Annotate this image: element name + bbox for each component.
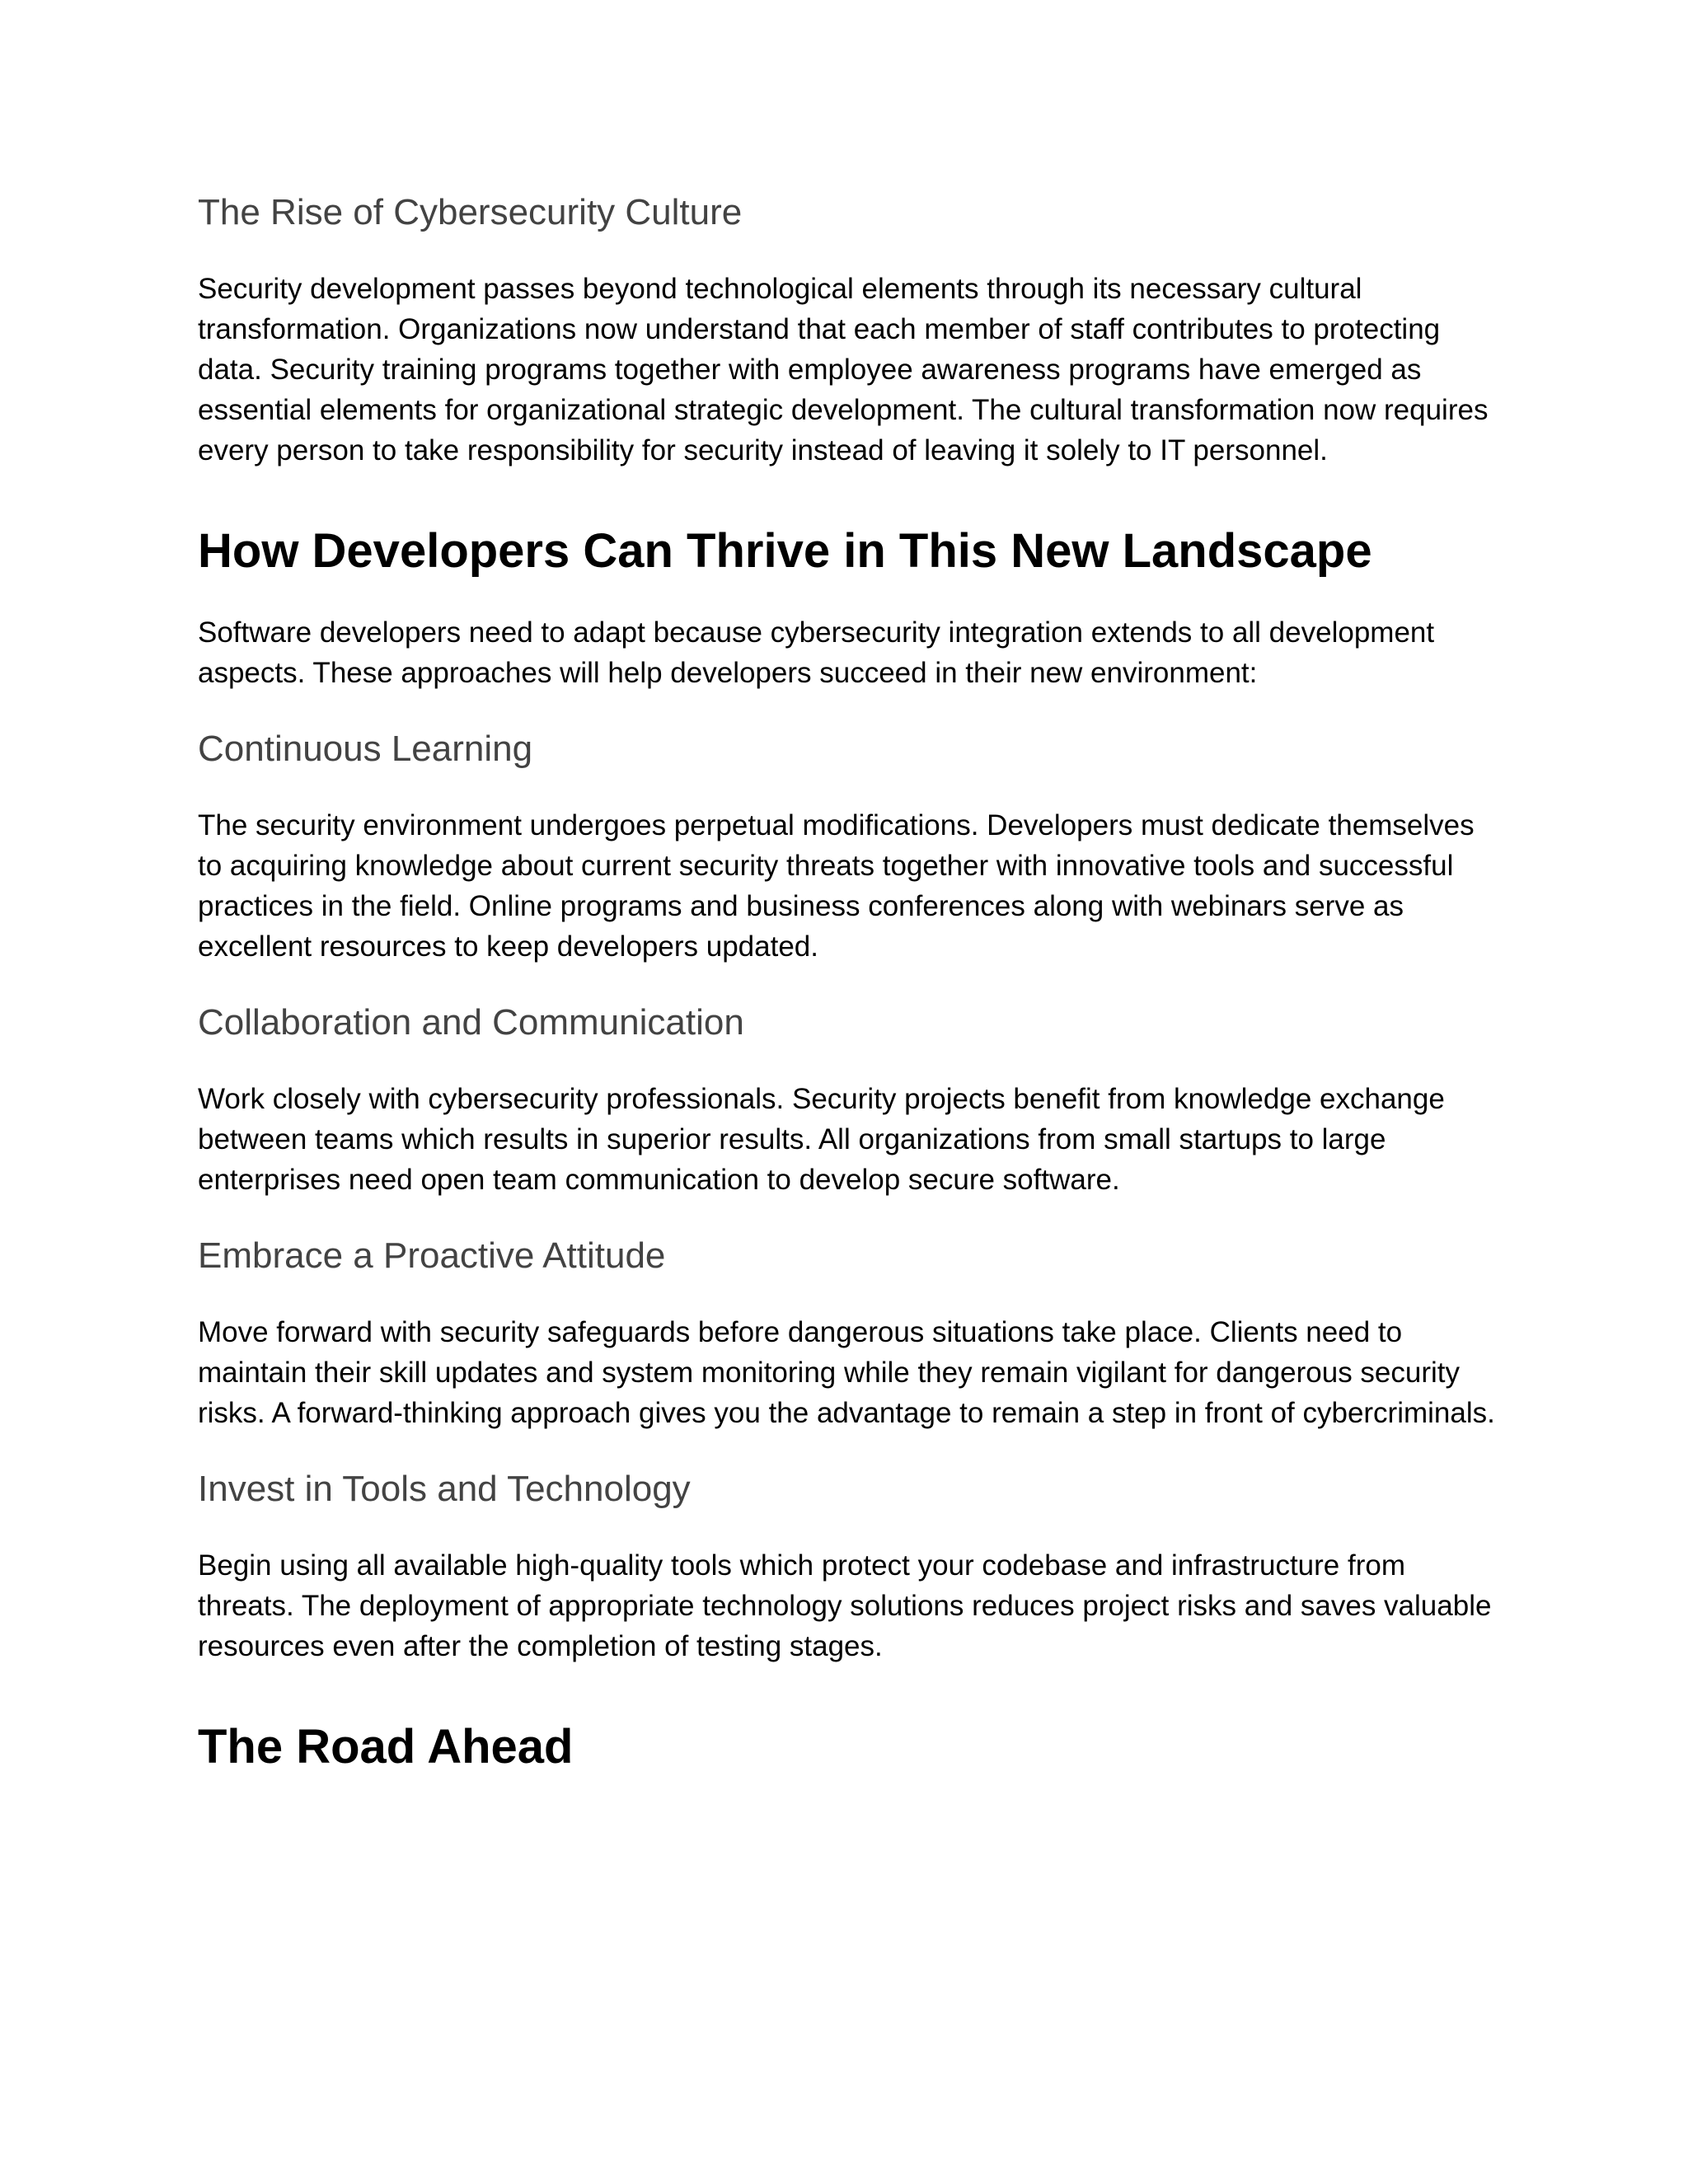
culture-heading: The Rise of Cybersecurity Culture [198,192,743,232]
tools-paragraph: Begin using all available high-quality tools which protect your codebase and infrastructure from threats. The deployment of appropriate technology solutions reduces project risks and saves valuable resources even after the completion of testing stages. [198,1549,1492,1662]
proactive-paragraph: Move forward with security safeguards before dangerous situations take place. Clients need to maintain their skill updates and system monitoring while they remain vigilant for dangerous security risks. A forward-thinking approach gives you the advantage to remain a step in front of cybercriminals. [198,1316,1495,1429]
learning-heading: Continuous Learning [198,729,533,769]
collab-heading: Collaboration and Communication [198,1002,744,1043]
culture-paragraph: Security development passes beyond technological elements through its necessary cultural transformation. Organizations now understand that each member of staff contributes to protecting data. Security training programs together with employee awareness programs have emerged as essential elements for organizational strategic development. The cultural transformation now requires every person to take responsibility for security instead of leaving it solely to IT personnel. [198,273,1489,466]
thrive-paragraph: Software developers need to adapt because cybersecurity integration extends to all development aspects. These approaches will help developers succeed in their new environment: [198,616,1435,689]
document-content [198,190,1500,1777]
thrive-heading: How Developers Can Thrive in This New Landscape [198,524,1372,578]
tools-heading: Invest in Tools and Technology [198,1469,691,1509]
collab-paragraph: Work closely with cybersecurity professionals. Security projects benefit from knowledge exchange between teams which results in superior results. All organizations from small startups to large enterprises need open team communication to develop secure software. [198,1083,1445,1196]
learning-paragraph: The security environment undergoes perpetual modifications. Developers must dedicate themselves to acquiring knowledge about current security threats together with innovative tools and successful practices in the field. Online programs and business conferences along with webinars serve as excellent resources to keep developers updated. [198,809,1475,963]
road-ahead-heading: The Road Ahead [198,1720,574,1774]
proactive-heading: Embrace a Proactive Attitude [198,1235,666,1276]
